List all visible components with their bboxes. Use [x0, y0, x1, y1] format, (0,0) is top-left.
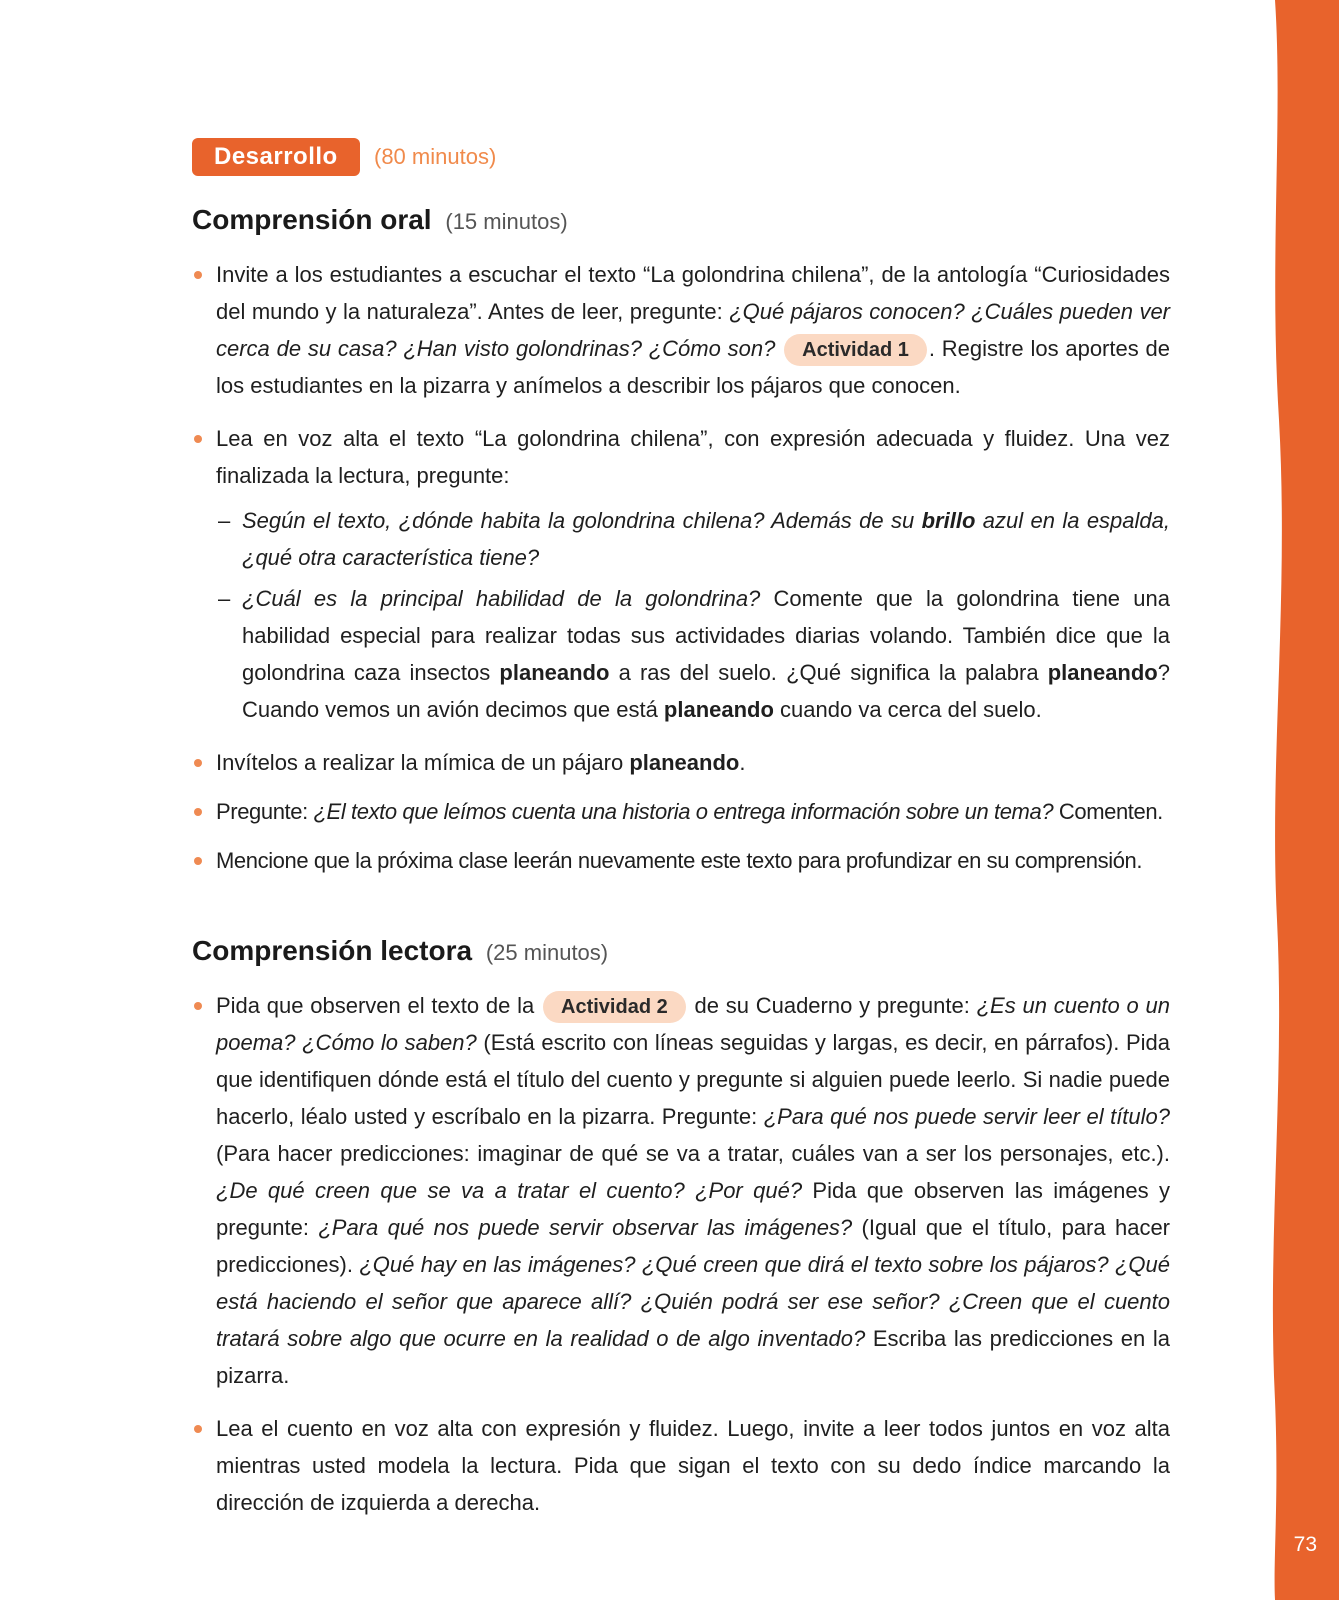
text: Pregunte:: [216, 799, 314, 824]
text: a ras del suelo. ¿Qué significa la palabra: [609, 660, 1048, 685]
bold-word: planeando: [499, 660, 610, 685]
activity-badge: Actividad 1: [784, 334, 927, 366]
list-item: [192, 987, 1170, 1394]
text: (Igual que el título, para hacer predicciones).: [216, 1215, 1171, 1277]
text: Lea el cuento en voz alta con expresión y fluidez. Luego, invite a leer todos juntos en voz alta mientras usted modela la lectura. Pida que sigan el texto con su dedo índice marcando la dirección de izquierda a derecha.: [216, 1416, 1170, 1515]
lectora-list: [192, 987, 1170, 1521]
text: Mencione que la próxima clase leerán nuevamente este texto para profundizar en su comprensión.: [216, 848, 1143, 873]
heading-title: Comprensión oral: [192, 204, 432, 235]
question: ¿Es un cuento o un poema? ¿Cómo lo saben?: [216, 993, 1171, 1055]
question: Según el texto, ¿dónde habita la golondrina chilena? Además de su: [242, 508, 922, 533]
bold-word: brillo: [921, 508, 976, 533]
question-sublist: [216, 502, 1170, 728]
heading-comprension-oral: [192, 204, 1170, 236]
text: Lea en voz alta el texto “La golondrina chilena”, con expresión adecuada y fluidez. Una vez finalizada la lectura, pregunte:: [216, 426, 1170, 488]
section-header: [192, 138, 1170, 176]
bold-word: planeando: [629, 750, 740, 775]
sub-item: [216, 580, 1170, 728]
text: de su Cuaderno y pregunte:: [687, 993, 977, 1018]
heading-duration: (25 minutos): [485, 940, 609, 965]
sub-item: [216, 502, 1170, 576]
text: .: [739, 750, 746, 775]
text: ? Cuando vemos un avión decimos que está: [242, 660, 1170, 722]
list-item: [192, 842, 1170, 879]
question: ¿De qué creen que se va a tratar el cuento? ¿Por qué?: [216, 1178, 803, 1203]
text: Escriba las predicciones en la pizarra.: [216, 1326, 1170, 1388]
text: (Está escrito con líneas seguidas y largas, es decir, en párrafos). Pida que identifiquen dónde está el título del cuento y pregunte si alguien puede leerlo. Si nadie puede hacerlo, léalo usted y escríbalo en la pizarra. Pregunte:: [216, 1030, 1170, 1129]
text: Invítelos a realizar la mímica de un pájaro: [216, 750, 630, 775]
text: cuando va cerca del suelo.: [773, 697, 1042, 722]
list-item: [192, 420, 1170, 728]
section-badge: Desarrollo: [192, 138, 360, 176]
side-color-band: [1239, 0, 1339, 1600]
heading-title: Comprensión lectora: [192, 935, 473, 966]
text: Comenten.: [1053, 799, 1163, 824]
bold-word: planeando: [1047, 660, 1158, 685]
question: ¿Qué pájaros conocen? ¿Cuáles pueden ver cerca de su casa? ¿Han visto golondrinas? ¿Cómo son?: [216, 299, 1171, 361]
question: azul en la espalda, ¿qué otra característica tiene?: [242, 508, 1171, 570]
text: (Para hacer predicciones: imaginar de qué se va a tratar, cuáles van a ser los personajes, etc.).: [216, 1141, 1170, 1166]
text: Pida que observen las imágenes y pregunte:: [216, 1178, 1170, 1240]
heading-comprension-lectora: [192, 935, 1170, 967]
list-item: [192, 256, 1170, 404]
section-duration: (80 minutos): [374, 144, 497, 169]
list-item: [192, 793, 1170, 830]
question: ¿Para qué nos puede servir leer el título?: [763, 1104, 1171, 1129]
oral-list: [192, 256, 1170, 879]
question: ¿Qué hay en las imágenes? ¿Qué creen que dirá el texto sobre los pájaros? ¿Qué está haciendo el señor que aparece allí? ¿Quién podrá ser ese señor? ¿Creen que el cuento tratará sobre algo que ocurre en la realidad o de algo inventado?: [216, 1252, 1170, 1351]
lesson-content: [192, 138, 1170, 1521]
text: . Registre los aportes de los estudiantes en la pizarra y anímelos a describir los pájaros que conocen.: [216, 336, 1170, 398]
heading-duration: (15 minutos): [445, 209, 568, 234]
text: Pida que observen el texto de la: [216, 993, 542, 1018]
question: ¿Cuál es la principal habilidad de la golondrina?: [242, 586, 761, 611]
question: ¿El texto que leímos cuenta una historia o entrega información sobre un tema?: [313, 799, 1054, 824]
activity-badge: Actividad 2: [543, 991, 686, 1023]
list-item: [192, 744, 1170, 781]
text: Comente que la golondrina tiene una habilidad especial para realizar todas sus actividades diarias volando. También dice que la golondrina caza insectos: [242, 586, 1170, 685]
question: ¿Para qué nos puede servir observar las imágenes?: [318, 1215, 853, 1240]
text: Invite a los estudiantes a escuchar el texto “La golondrina chilena”, de la antología “Curiosidades del mundo y la naturaleza”. Antes de leer, pregunte:: [216, 262, 1170, 324]
page-number: 73: [1293, 1533, 1317, 1556]
bold-word: planeando: [663, 697, 774, 722]
list-item: [192, 1410, 1170, 1521]
